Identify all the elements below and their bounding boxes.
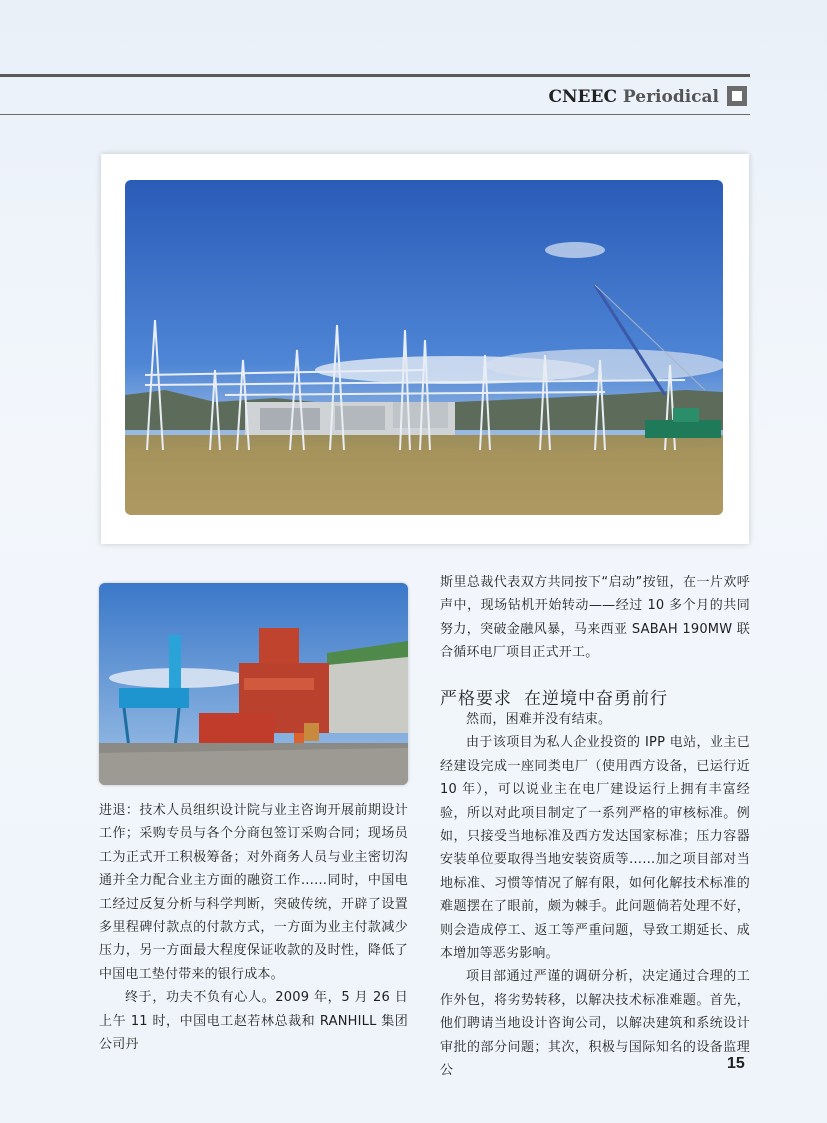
masthead (548, 87, 719, 107)
header-bottom-rule (0, 114, 750, 115)
masthead-square-icon (727, 86, 747, 106)
left-paragraph-2: 终于，功夫不负有心人。2009 年，5 月 26 日上午 11 时，中国电工赵若林总裁和 RANHILL 集团公司丹 (99, 990, 408, 1053)
top-photo-frame (101, 154, 749, 544)
section-heading-part-1: 严格要求 (440, 689, 512, 709)
left-paragraph-1: 进退：技术人员组织设计院与业主咨询开展前期设计工作；采购专员与各个分商包签订采购合同；现场员工为正式开工积极筹备；对外商务人员与业主密切沟通并全力配合业主方面的融资工作……同时，中国电工经过反复分析与科学判断，突破传统，开辟了设置多里程碑付款点的付款方式，一方面为业主付款减少压力，另一方面最大程度保证收款的及时性，降低了中国电工垫付带来的银行成本。 (99, 803, 408, 982)
right-column-text (440, 708, 750, 1083)
masthead-section: Periodical (622, 87, 719, 107)
section-heading-part-2: 在逆境中奋勇前行 (524, 689, 668, 709)
left-column-text (99, 799, 408, 1056)
power-substation-photo (125, 180, 723, 515)
section-heading (440, 684, 750, 709)
right-paragraph-3: 项目部通过严谨的调研分析，决定通过合理的工作外包，将劣势转移，以解决技术标准难题。首先，他们聘请当地设计咨询公司，以解决建筑和系统设计审批的部分问题；其次，积极与国际知名的设备监理公 (440, 969, 750, 1079)
right-paragraph-1: 然而，困难并没有结束。 (466, 712, 612, 727)
right-column-intro (440, 571, 750, 665)
header-top-rule (0, 74, 750, 77)
page-number: 15 (727, 1055, 745, 1072)
power-plant-equipment-photo (99, 583, 408, 785)
right-paragraph-2: 由于该项目为私人企业投资的 IPP 电站，业主已经建设完成一座同类电厂（使用西方设备，已运行近 10 年），可以说业主在电厂建设运行上拥有丰富经验，所以对此项目制定了一系列严格的审核标准。例如，只接受当地标准及西方发达国家标准；压力容器安装单位要取得当地安装资质等……加之项目部对当地标准、习惯等情况了解有限，如何化解技术标准的难题摆在了眼前，颇为棘手。此问题倘若处理不好，则会造成停工、返工等严重问题，导致工期延长、成本增加等恶劣影响。 (440, 735, 750, 962)
masthead-brand: CNEEC (548, 87, 617, 107)
right-intro-paragraph: 斯里总裁代表双方共同按下“启动”按钮，在一片欢呼声中，现场钻机开始转动——经过 10 多个月的共同努力，突破金融风暴，马来西亚 SABAH 190MW 联合循环电厂项目正式开工。 (440, 575, 750, 661)
